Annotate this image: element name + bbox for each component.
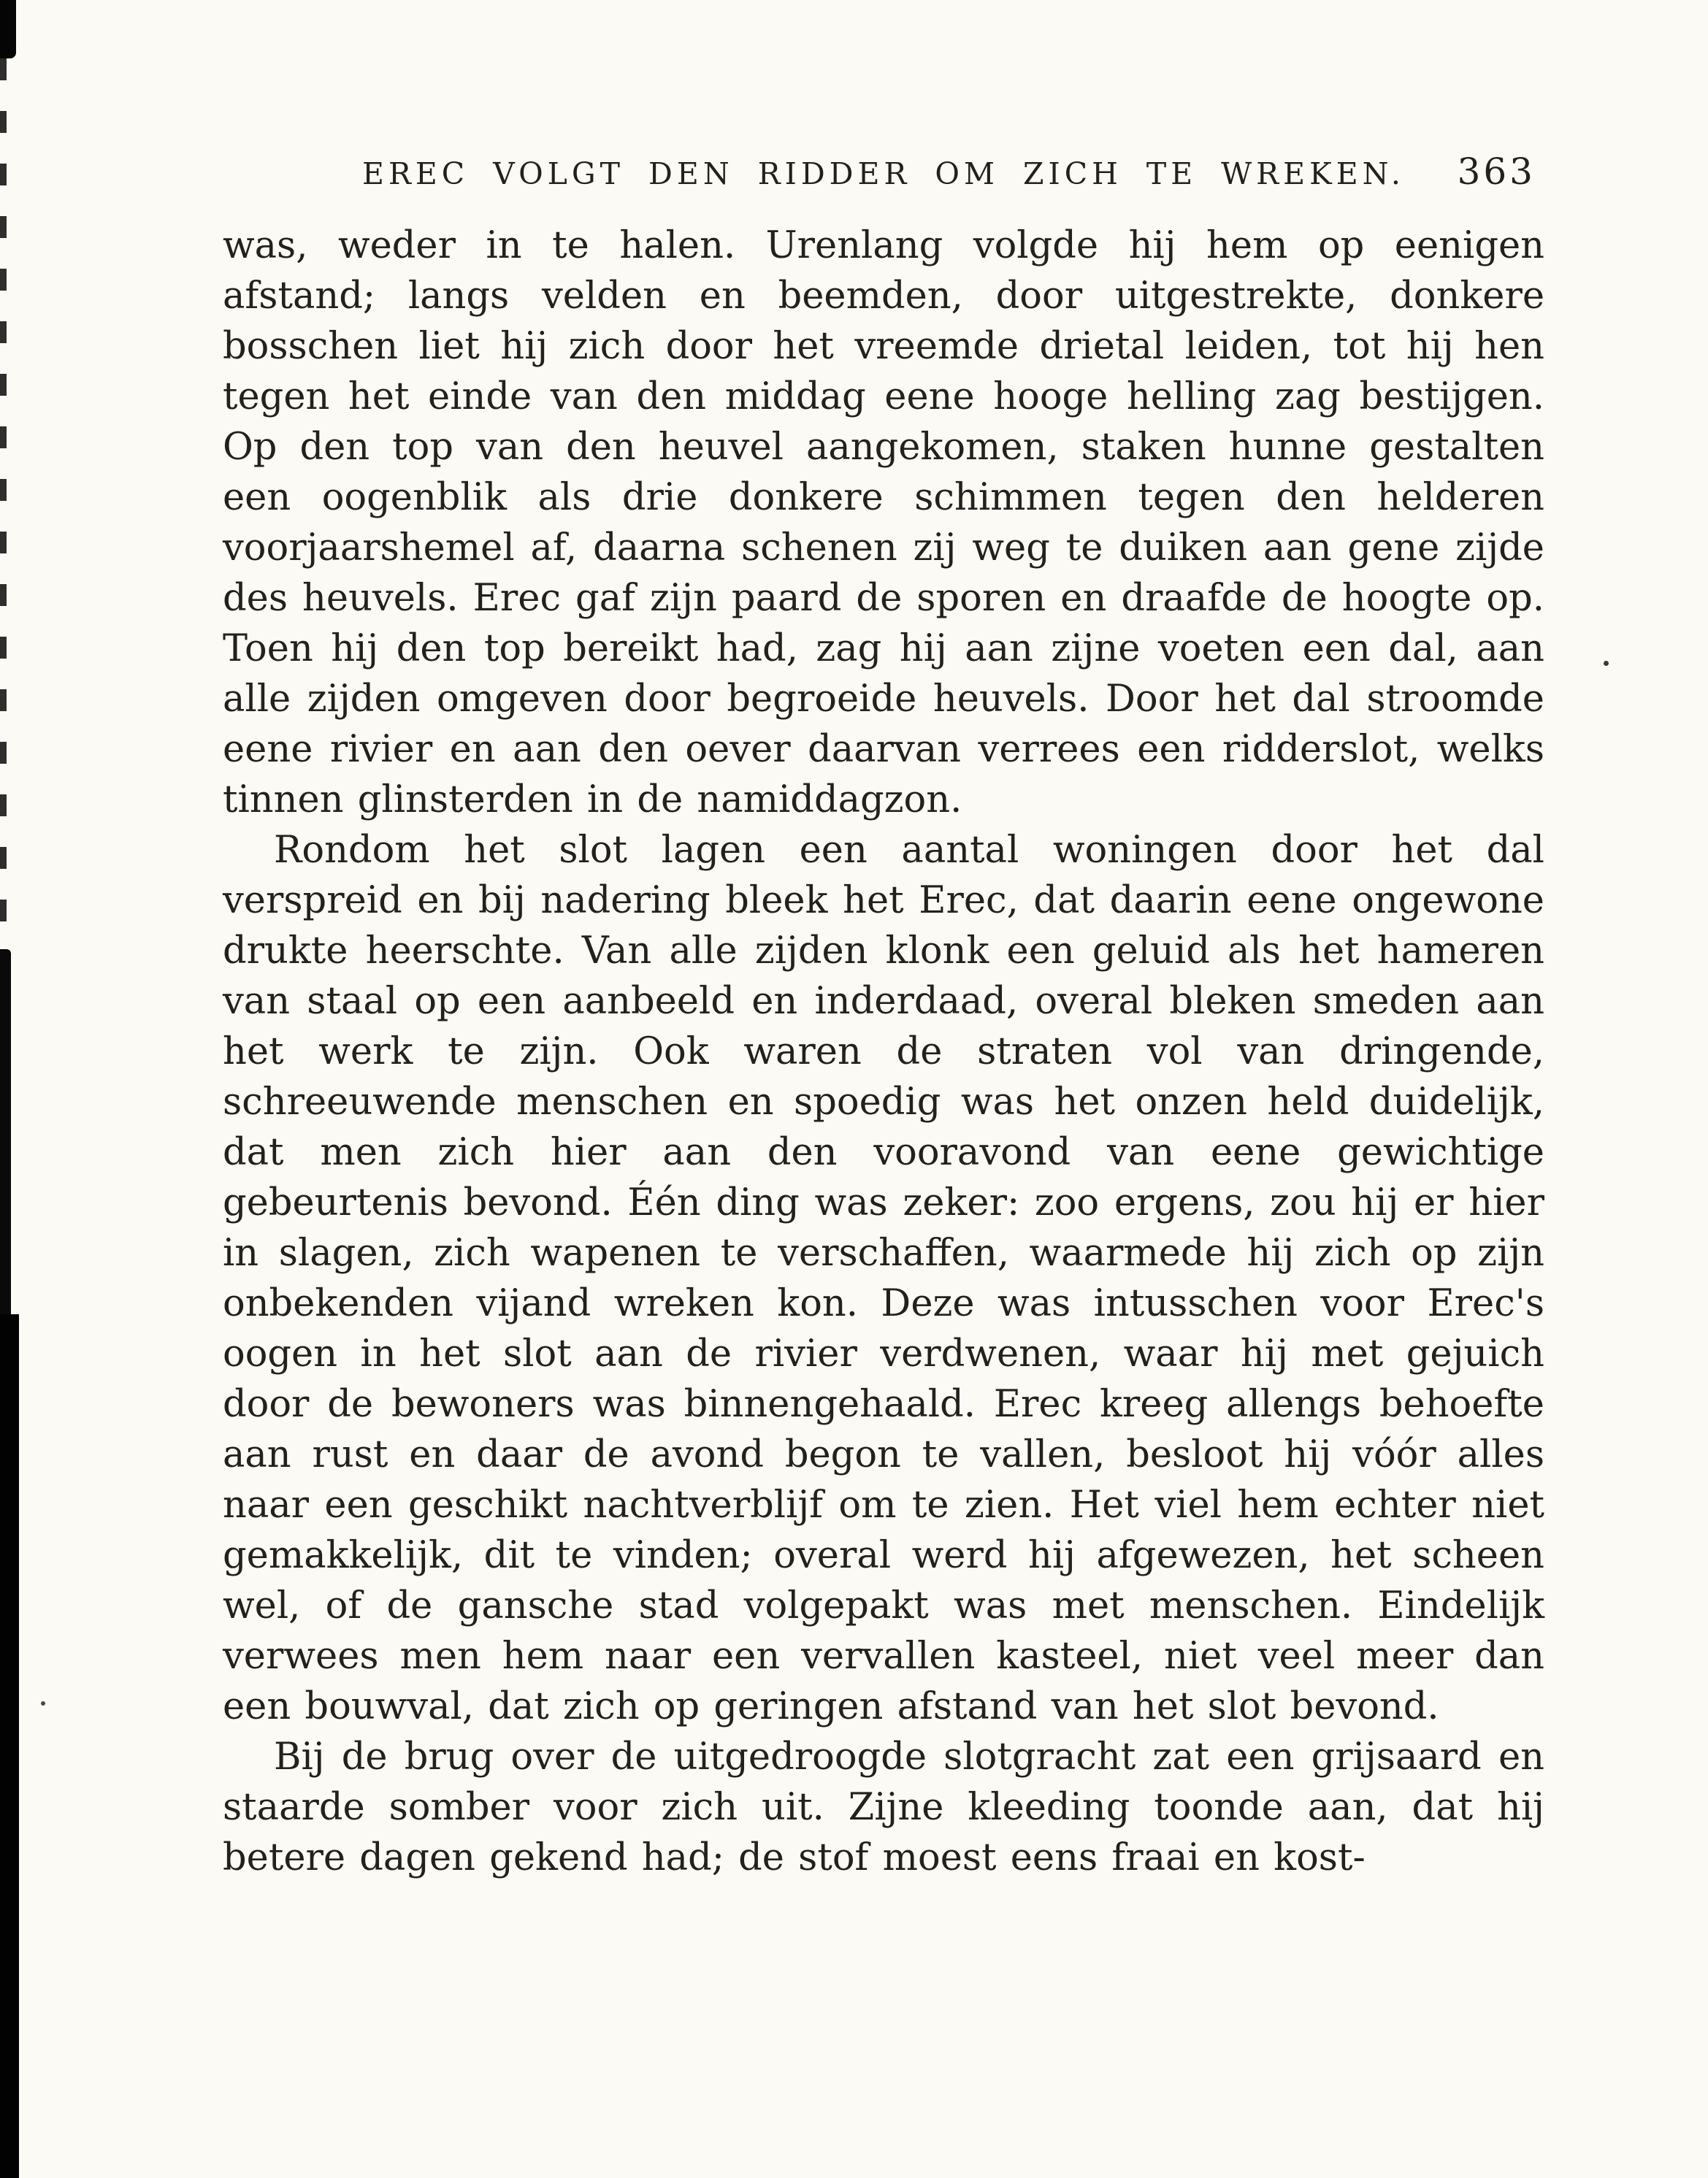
body-text [223,221,1544,1883]
page-header [223,150,1544,207]
page-number: 363 [1457,150,1536,193]
scan-speck-left [41,1701,45,1706]
paragraph: Bij de brug over de uitgedroogde slotgracht zat een grijsaard en staarde somber voor zich uit. Zijne kleeding toonde aan, dat hij betere dagen gekend had; de stof moest eens fraai en kost- [223,1736,1544,1879]
running-title: EREC VOLGT DEN RIDDER OM ZICH TE WREKEN. [362,156,1405,191]
scan-speck-right [1604,661,1609,666]
scan-edge-top [0,0,16,58]
paragraph-continuation: was, weder in te halen. Urenlang volgde hij hem op eenigen afstand; langs velden en beemden, door uitgestrekte, donkere bosschen liet hij zich door het vreemde drietal leiden, tot hij hen tegen het einde van den middag eene hooge helling zag bestijgen. Op den top van den heuvel aangekomen, staken hunne gestalten een oogenblik als drie donkere schimmen tegen den helderen voorjaarshemel af, daarna schenen zij weg te duiken aan gene zijde des heuvels. Erec gaf zijn paard de sporen en draafde de hoogte op. Toen hij den top bereikt had, zag hij aan zijne voeten een dal, aan alle zijden omgeven door begroeide heuvels. Door het dal stroomde eene rivier en aan den oever daarvan verrees een ridderslot, welks tinnen glinsterden in de namiddagzon. [223,224,1544,821]
scan-edge-mid [0,949,11,1329]
paragraph: Rondom het slot lagen een aantal woningen door het dal verspreid en bij nadering bleek het Erec, dat daarin eene ongewone drukte heerschte. Van alle zijden klonk een geluid als het hameren van staal op een aanbeeld en inderdaad, overal bleken smeden aan het werk te zijn. Ook waren de straten vol van dringende, schreeuwende menschen en spoedig was het onzen held duidelijk, dat men zich hier aan den vooravond van eene gewichtige gebeurtenis bevond. Één ding was zeker: zoo ergens, zou hij er hier in slagen, zich wapenen te verschaffen, waarmede hij zich op zijn onbekenden vijand wreken kon. Deze was intusschen voor Erec's oogen in het slot aan de rivier verdwenen, waar hij met gejuich door de bewoners was binnengehaald. Erec kreeg allengs behoefte aan rust en daar de avond begon te vallen, besloot hij vóór alles naar een geschikt nachtverblijf om te zien. Het viel hem echter niet gemakkelijk, dit te vinden; overal werd hij afgewezen, het scheen wel, of de gansche stad volgepakt was met menschen. Eindelijk verwees men hem naar een vervallen kasteel, niet veel meer dan een bouwval, dat zich op geringen afstand van het slot bevond. [223,829,1544,1728]
scan-edge-bottom [0,1314,19,2178]
scan-edge-artifact [0,0,29,2178]
scan-edge-dashes [0,58,7,949]
